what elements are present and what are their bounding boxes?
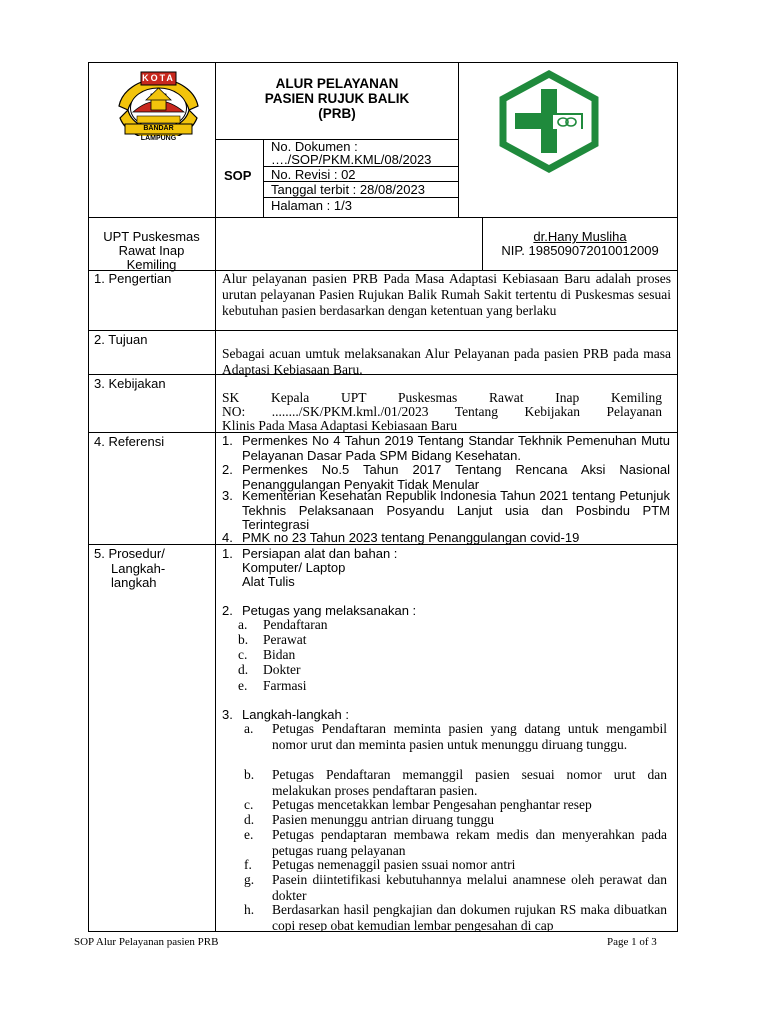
pengertian-label: 1. Pengertian <box>94 271 172 286</box>
langkah-letter: e. <box>244 827 254 842</box>
langkah-item <box>244 872 667 903</box>
langkah-item <box>244 812 667 828</box>
org-line-2: Rawat Inap <box>118 243 185 258</box>
petugas-item <box>238 617 438 633</box>
langkah-text: Berdasarkan hasil pengkajian dan dokumen rujukan RS maka dibuatkan copi resep obat kemudian lembar pengesahan di cap <box>272 902 667 932</box>
doc-number-label: No. Dokumen : <box>271 139 358 154</box>
petugas-text: Farmasi <box>263 678 307 693</box>
tujuan-text: Sebagai acuan umtuk melaksanakan Alur Pelayanan pada pasien PRB pada masa Adaptasi Kebiasaan Baru. <box>222 346 671 377</box>
langkah-text: Petugas nemenaggil pasien ssuai nomor antri <box>272 857 516 872</box>
column-divider <box>215 62 216 932</box>
langkah-letter: f. <box>244 857 252 872</box>
signatory-nip: NIP. 198509072010012009 <box>501 243 659 258</box>
logo-bottom-text: BANDAR LAMPUNG <box>140 125 177 142</box>
kebijakan-label: 3. Kebijakan <box>94 376 166 391</box>
langkah-text: Petugas Pendaftaran memanggil pasien sesuai nomor urut dan melakukan proses pendaftaran pasien. <box>272 767 667 798</box>
kebijakan-line-1: SK Kepala UPT Puskesmas Rawat Inap Kemiling <box>222 390 662 405</box>
header-right-divider <box>458 62 459 217</box>
tujuan-label: 2. Tujuan <box>94 332 148 347</box>
prosedur-label-line-3: langkah <box>111 575 157 590</box>
langkah-text: Petugas mencetakkan lembar Pengesahan penghantar resep <box>272 797 592 812</box>
page-count: Halaman : 1/3 <box>271 198 352 213</box>
langkah-text: Pasien menunggu antrian diruang tunggu <box>272 812 494 827</box>
persiapan-item: Alat Tulis <box>242 574 295 589</box>
kebijakan-line-2: NO: ......../SK/PKM.kml./01/2023 Tentang Kebijakan Pelayanan <box>222 404 662 419</box>
langkah-letter: b. <box>244 767 255 782</box>
langkah-item <box>244 902 667 932</box>
row-line-tujuan <box>88 330 678 331</box>
revision-number: No. Revisi : 02 <box>271 167 356 182</box>
org-line-3: Kemiling <box>126 257 177 272</box>
referensi-text: Permenkes No.5 Tahun 2017 Tentang Rencana Aksi Nasional Penanggulangan Penyakit Tidak Menular <box>242 462 670 492</box>
header-bottom-line <box>88 217 678 218</box>
referensi-number: 4. <box>222 530 233 545</box>
petugas-title: Petugas yang melaksanakan : <box>242 603 417 618</box>
petugas-letter: e. <box>238 678 248 693</box>
langkah-letter: h. <box>244 902 255 917</box>
langkah-item <box>244 857 667 873</box>
petugas-letter: b. <box>238 632 249 647</box>
signatory-name: dr.Hany Musliha <box>533 229 627 244</box>
petugas-text: Pendaftaran <box>263 617 328 632</box>
referensi-text: Permenkes No 4 Tahun 2019 Tentang Standar Tekhnik Pemenuhan Mutu Pelayanan Dasar Pada SPM Bidang Kesehatan. <box>242 433 670 463</box>
langkah-item <box>244 721 667 767</box>
title-line-1: ALUR PELAYANAN <box>275 76 399 91</box>
pengertian-text: Alur pelayanan pasien PRB Pada Masa Adaptasi Kebiasaan Baru adalah proses urutan pelayanan Pasien Rujukan Balik Rumah Sakit tertentu di Puskesmas sesuai kebutuhan pasien berdasarkan dengan ketentuan yang berlaku <box>222 271 671 318</box>
title-line-3: (PRB) <box>318 106 356 121</box>
referensi-number: 3. <box>222 488 233 503</box>
issue-date: Tanggal terbit : 28/08/2023 <box>271 182 425 197</box>
langkah-letter: g. <box>244 872 255 887</box>
referensi-item <box>222 489 670 532</box>
langkah-letter: c. <box>244 797 254 812</box>
footer-page: Page 1 of 3 <box>607 936 657 948</box>
referensi-text: Kementerian Kesehatan Republik Indonesia Tahun 2021 tentang Petunjuk Tekhnis Pelaksanaan Posyandu Lanjut usia dan Posbindu PTM Terintegrasi <box>242 488 670 532</box>
langkah-letter: a. <box>244 721 254 736</box>
referensi-item <box>222 434 670 463</box>
referensi-number: 2. <box>222 462 233 477</box>
referensi-number: 1. <box>222 433 233 448</box>
petugas-text: Dokter <box>263 662 301 677</box>
langkah-item <box>244 797 667 813</box>
sop-label: SOP <box>224 168 252 183</box>
referensi-label: 4. Referensi <box>94 434 165 449</box>
referensi-text: PMK no 23 Tahun 2023 tentang Penanggulangan covid-19 <box>242 530 580 545</box>
petugas-letter: a. <box>238 617 248 632</box>
doc-number-value: …./SOP/PKM.KML/08/2023 <box>271 152 432 167</box>
langkah-text: Petugas pendaptaran membawa rekam medis dan menyerahkan pada petugas ruang pelayanan <box>272 827 667 858</box>
sop-divider <box>263 139 264 217</box>
prosedur-label-line-2: Langkah- <box>111 561 166 576</box>
prosedur-label-line-1: 5. Prosedur/ <box>94 546 165 561</box>
org-line-1: UPT Puskesmas <box>103 229 200 244</box>
persiapan-item: Komputer/ Laptop <box>242 560 346 575</box>
logo-top-text: KOTA <box>142 73 175 83</box>
kebijakan-line-3: Klinis Pada Masa Adaptasi Kebiasaan Baru <box>222 418 458 433</box>
petugas-letter: c. <box>238 647 248 662</box>
petugas-item <box>238 632 438 648</box>
langkah-title: Langkah-langkah : <box>242 707 349 722</box>
puskesmas-logo <box>497 69 601 174</box>
petugas-item <box>238 662 438 678</box>
title-line-2: PASIEN RUJUK BALIK <box>264 91 410 106</box>
petugas-item <box>238 678 438 694</box>
persiapan-title: Persiapan alat dan bahan : <box>242 546 398 561</box>
langkah-text: Pasein diintetifikasi kebutuhannya melalui anamnese oleh perawat dan dokter <box>272 872 667 903</box>
petugas-letter: d. <box>238 662 249 677</box>
langkah-text: Petugas Pendaftaran meminta pasien yang datang untuk mengambil nomor urut dan meminta pasien untuk menunggu diruang tunggu. <box>272 721 667 752</box>
petugas-text: Perawat <box>263 632 307 647</box>
footer-left: SOP Alur Pelayanan pasien PRB <box>74 936 219 948</box>
langkah-item <box>244 767 667 798</box>
referensi-item <box>222 531 670 545</box>
bandar-lampung-logo <box>111 70 206 142</box>
petugas-text: Bidan <box>263 647 296 662</box>
langkah-item <box>244 827 667 858</box>
langkah-letter: d. <box>244 812 255 827</box>
petugas-item <box>238 647 438 663</box>
